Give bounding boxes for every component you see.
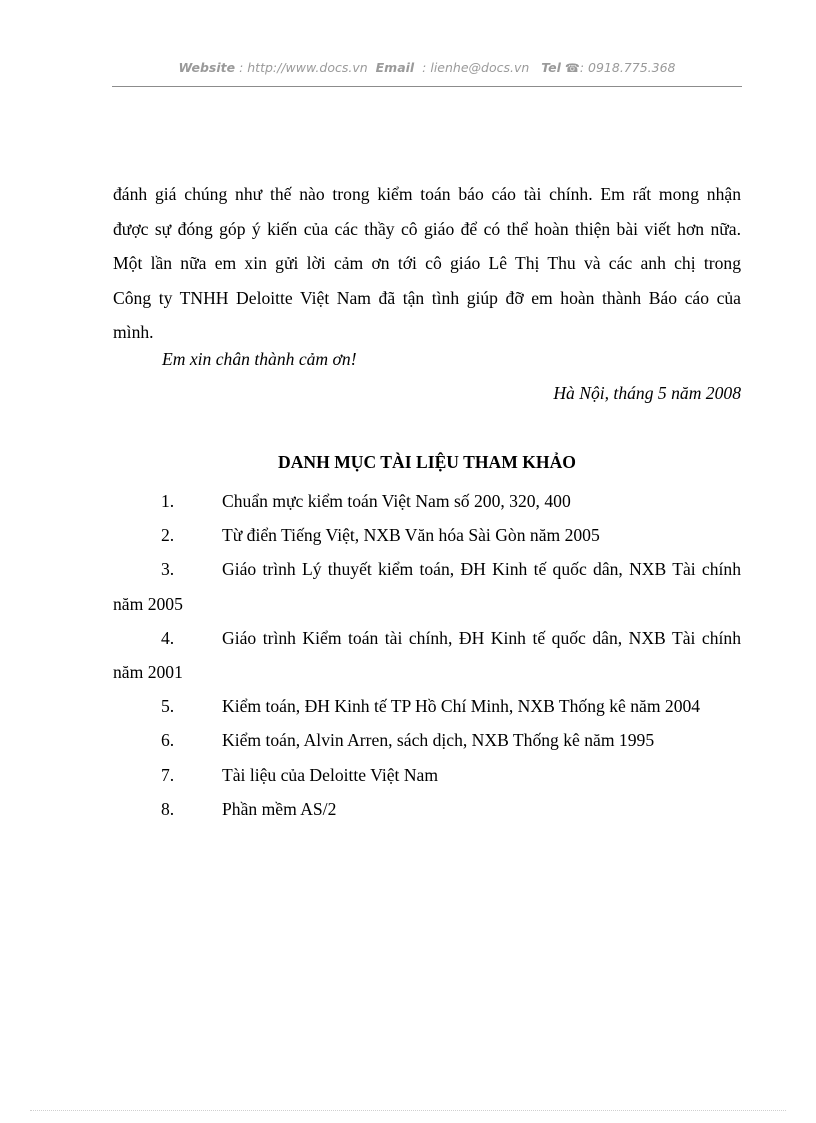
reference-text: Giáo trình Kiểm toán tài chính, ĐH Kinh tế quốc dân, NXB Tài chính — [222, 627, 741, 648]
reference-text: Kiểm toán, Alvin Arren, sách dịch, NXB Thống kê năm 1995 — [222, 730, 655, 751]
reference-item — [113, 792, 741, 826]
paragraph-line: được sự đóng góp ý kiến của các thầy cô giáo để có thể hoàn thiện bài viết hơn nữa. — [113, 218, 741, 239]
website-link[interactable]: : http://www.docs.vn — [239, 60, 368, 75]
reference-number: 5. — [161, 696, 175, 717]
paragraph-line: Công ty TNHH Deloitte Việt Nam đã tận tình giúp đỡ em hoàn thành Báo cáo của — [113, 287, 741, 308]
references-list — [113, 484, 741, 826]
reference-text: Chuẩn mực kiểm toán Việt Nam số 200, 320, 400 — [222, 491, 571, 511]
reference-item — [113, 758, 741, 792]
reference-number: 7. — [161, 764, 175, 785]
email-label: Email — [375, 60, 415, 75]
reference-text: Từ điển Tiếng Việt, NXB Văn hóa Sài Gòn năm 2005 — [222, 525, 600, 546]
reference-number: 6. — [161, 730, 175, 751]
footer-divider — [30, 1110, 786, 1111]
tel-label: Tel — [541, 60, 561, 75]
reference-number: 2. — [161, 525, 175, 546]
reference-item — [113, 689, 741, 723]
page-header — [112, 60, 742, 75]
reference-text-continued: năm 2001 — [113, 662, 183, 683]
reference-item — [113, 723, 741, 757]
email-link[interactable]: : lienhe@docs.vn — [422, 60, 530, 75]
place-date: Hà Nội, tháng 5 năm 2008 — [553, 383, 741, 403]
thanks-line: Em xin chân thành cảm ơn! — [162, 349, 357, 369]
reference-item — [113, 484, 741, 518]
reference-text: Phần mềm AS/2 — [222, 798, 337, 819]
reference-item — [113, 518, 741, 552]
paragraph-line: đánh giá chúng như thế nào trong kiểm toán báo cáo tài chính. Em rất mong nhận — [113, 184, 741, 204]
reference-number: 1. — [161, 491, 175, 511]
paragraph-line: mình. — [113, 322, 154, 343]
references-title: DANH MỤC TÀI LIỆU THAM KHẢO — [278, 452, 576, 472]
reference-number: 8. — [161, 798, 175, 819]
paragraph-line: Một lần nữa em xin gửi lời cảm ơn tới cô giáo Lê Thị Thu và các anh chị trong — [113, 253, 741, 274]
reference-text: Kiểm toán, ĐH Kinh tế TP Hồ Chí Minh, NXB Thống kê năm 2004 — [222, 696, 701, 717]
reference-number: 3. — [161, 559, 175, 580]
reference-text: Giáo trình Lý thuyết kiểm toán, ĐH Kinh tế quốc dân, NXB Tài chính — [222, 559, 741, 580]
reference-number: 4. — [161, 627, 175, 648]
reference-item — [113, 621, 741, 689]
website-label: Website — [178, 60, 236, 75]
closing-paragraph — [113, 177, 741, 350]
reference-item — [113, 552, 741, 620]
header-divider — [112, 86, 742, 87]
reference-text-continued: năm 2005 — [113, 593, 183, 614]
phone-icon: ☎ — [564, 61, 580, 75]
reference-text: Tài liệu của Deloitte Việt Nam — [222, 764, 439, 785]
tel-value: : 0918.775.368 — [579, 60, 676, 75]
